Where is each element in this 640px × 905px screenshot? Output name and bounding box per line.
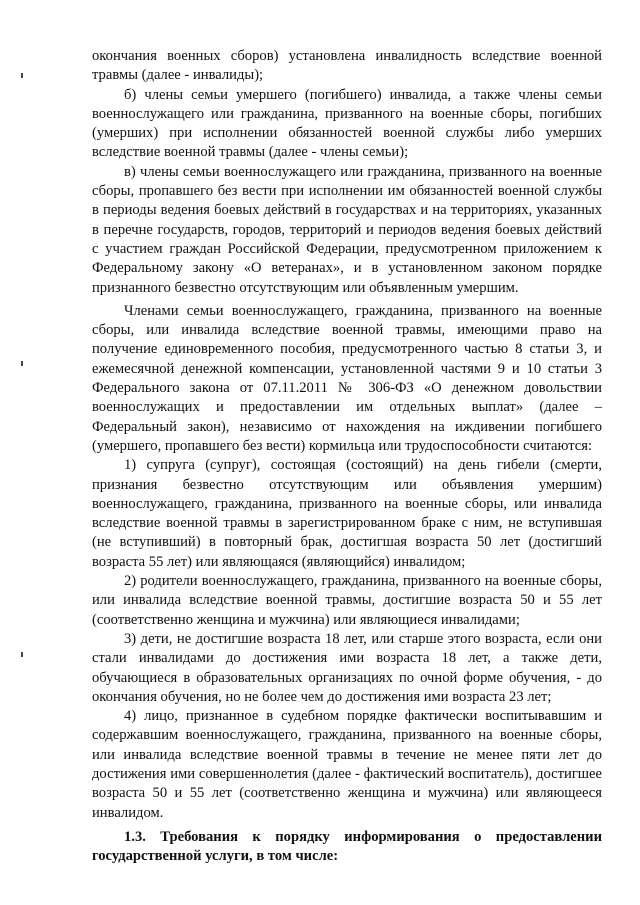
margin-mark (21, 73, 23, 78)
section-heading: 1.3. Требования к порядку информирования о предоставлении государственной услуги, в том числе: (92, 828, 602, 865)
list-item-parents: 2) родители военнослужащего, гражданина, призванного на военные сборы, или инвалида вследствие военной травмы, достигшие возраста 50 и 55 лет (соответственно женщина и мужчина) или являющиеся инвалидами; (92, 573, 602, 628)
margin-mark (21, 361, 23, 366)
paragraph-item-b: б) члены семьи умершего (погибшего) инвалида, а также члены семьи военнослужащего или гражданина, призванного на военные сборы, погибших (умерших) при исполнении обязанностей военной службы либо умерших вследствие военной травмы (далее - члены семьи); (92, 86, 602, 161)
paragraph-continuation: окончания военных сборов) установлена инвалидность вследствие военной травмы (далее - инвалиды); (92, 48, 602, 84)
margin-mark (21, 652, 23, 657)
document-body (92, 47, 602, 866)
paragraph-item-v: в) члены семьи военнослужащего или гражданина, призванного на военные сборы, пропавшего без вести при исполнении им обязанностей военной службы в периоды ведения боевых действий в государствах и на территориях, указанных в перечне государств, городов, территорий и периодов ведения боевых действий с участием граждан Российской Федерации, предусмотренном приложением к Федеральному закону «О ветеранах», и в установленном законом порядке признанного безвестно отсутствующим или объявленным умершим. (92, 163, 602, 296)
list-item-guardian: 4) лицо, признанное в судебном порядке фактически воспитывавшим и содержавшим военнослужащего, гражданина, призванного на военные сборы, или инвалида вследствие военной травмы в течение не менее пяти лет до достижения ими совершеннолетия (далее - фактический воспитатель), достигшее возраста 50 и 55 лет (соответственно женщина и мужчина) или являющееся инвалидом. (92, 708, 602, 821)
list-item-children: 3) дети, не достигшие возраста 18 лет, или старше этого возраста, если они стали инвалидами до достижения ими возраста 18 лет, а также дети, обучающиеся в образовательных организациях по очной форме обучения, - до окончания обучения, но не более чем до достижения ими возраста 23 лет; (92, 630, 602, 705)
list-item-spouse: 1) супруга (супруг), состоящая (состоящий) на день гибели (смерти, признания безвестно отсутствующим или объявления умершим) военнослужащего, гражданина, призванного на военные сборы, или инвалида вследствие военной травмы в зарегистрированном браке с ним, не вступившая (не вступивший) в повторный брак, достигшая возраста 50 лет (достигший возраста 55 лет) или являющаяся (являющийся) инвалидом; (92, 457, 602, 570)
paragraph-family-members: Членами семьи военнослужащего, гражданина, призванного на военные сборы, или инвалида вследствие военной травмы, имеющими право на получение единовременного пособия, предусмотренного частью 8 статьи 3, и ежемесячной денежной компенсации, установленной частями 9 и 10 статьи 3 Федерального закона от 07.11.2011 № 306-ФЗ «О денежном довольствии военнослужащих и предоставлении им отдельных выплат» (далее – Федеральный закон), независимо от нахождения на иждивении погибшего (умершего, пропавшего без вести) кормильца или трудоспособности считаются: (92, 302, 602, 454)
